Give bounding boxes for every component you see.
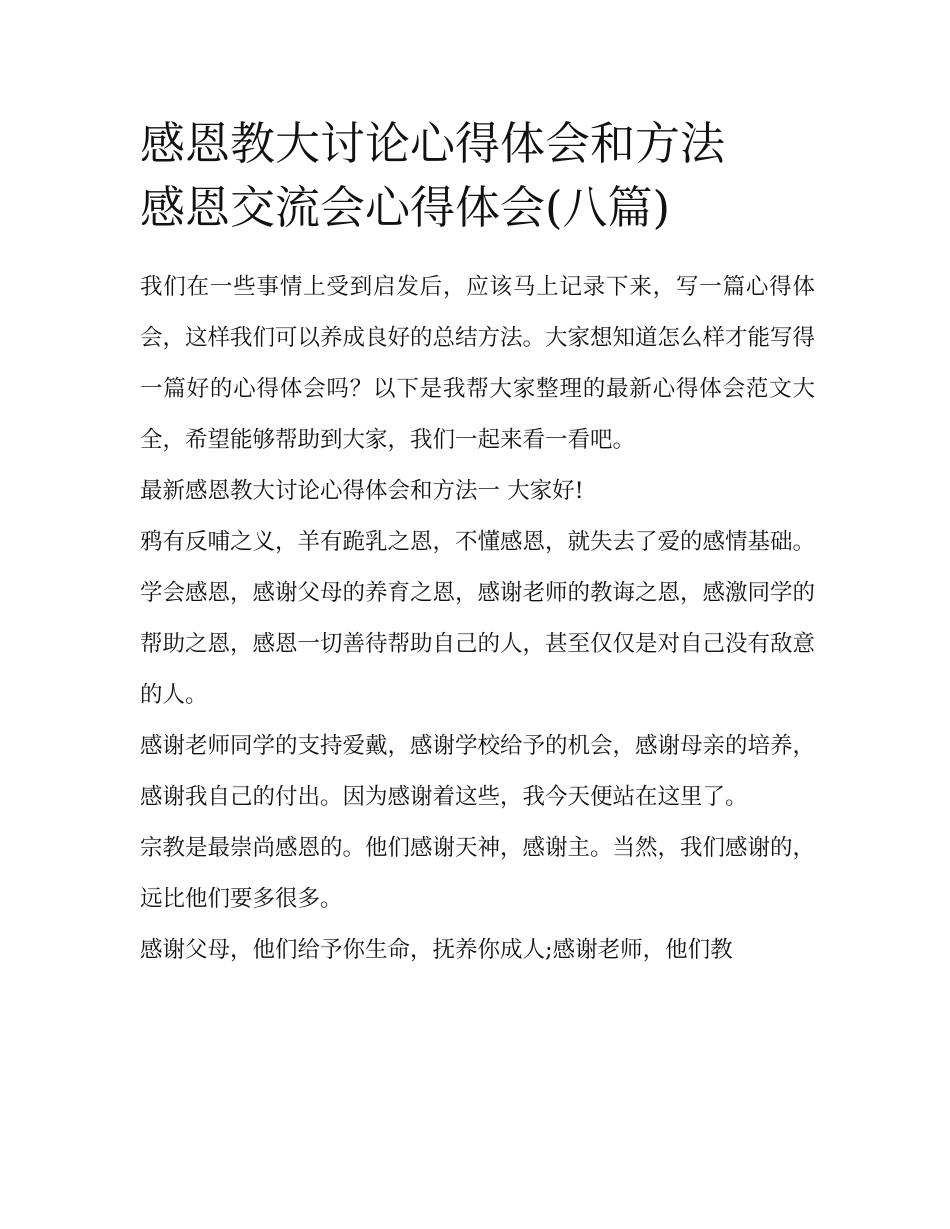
paragraph-5: 感谢父母，他们给予你生命，抚养你成人;感谢老师，他们教 [140,937,733,963]
paragraph-3: 感谢老师同学的支持爱戴，感谢学校给予的机会，感谢母亲的培养，感谢我自己的付出。因为感谢着这些，我今天便站在这里了。 [140,733,816,810]
title-line-1: 感恩教大讨论心得体会和方法 [140,117,726,170]
paragraph-2: 鸦有反哺之义，羊有跪乳之恩，不懂感恩，就失去了爱的感情基础。学会感恩，感谢父母的养育之恩，感谢老师的教诲之恩，感激同学的帮助之恩，感恩一切善待帮助自己的人，甚至仅仅是对自己没有敌意的人。 [140,529,816,708]
paragraph-4: 宗教是最崇尚感恩的。他们感谢天神，感谢主。当然，我们感谢的，远比他们要多很多。 [140,835,816,912]
document-page [140,112,815,976]
document-title [140,112,815,240]
paragraph-heading-1: 最新感恩教大讨论心得体会和方法一 大家好! [140,478,584,504]
title-line-2: 感恩交流会心得体会(八篇) [140,181,671,234]
paragraph-intro: 我们在一些事情上受到启发后，应该马上记录下来，写一篇心得体会，这样我们可以养成良好的总结方法。大家想知道怎么样才能写得一篇好的心得体会吗？以下是我帮大家整理的最新心得体会范文大全，希望能够帮助到大家，我们一起来看一看吧。 [140,274,816,453]
